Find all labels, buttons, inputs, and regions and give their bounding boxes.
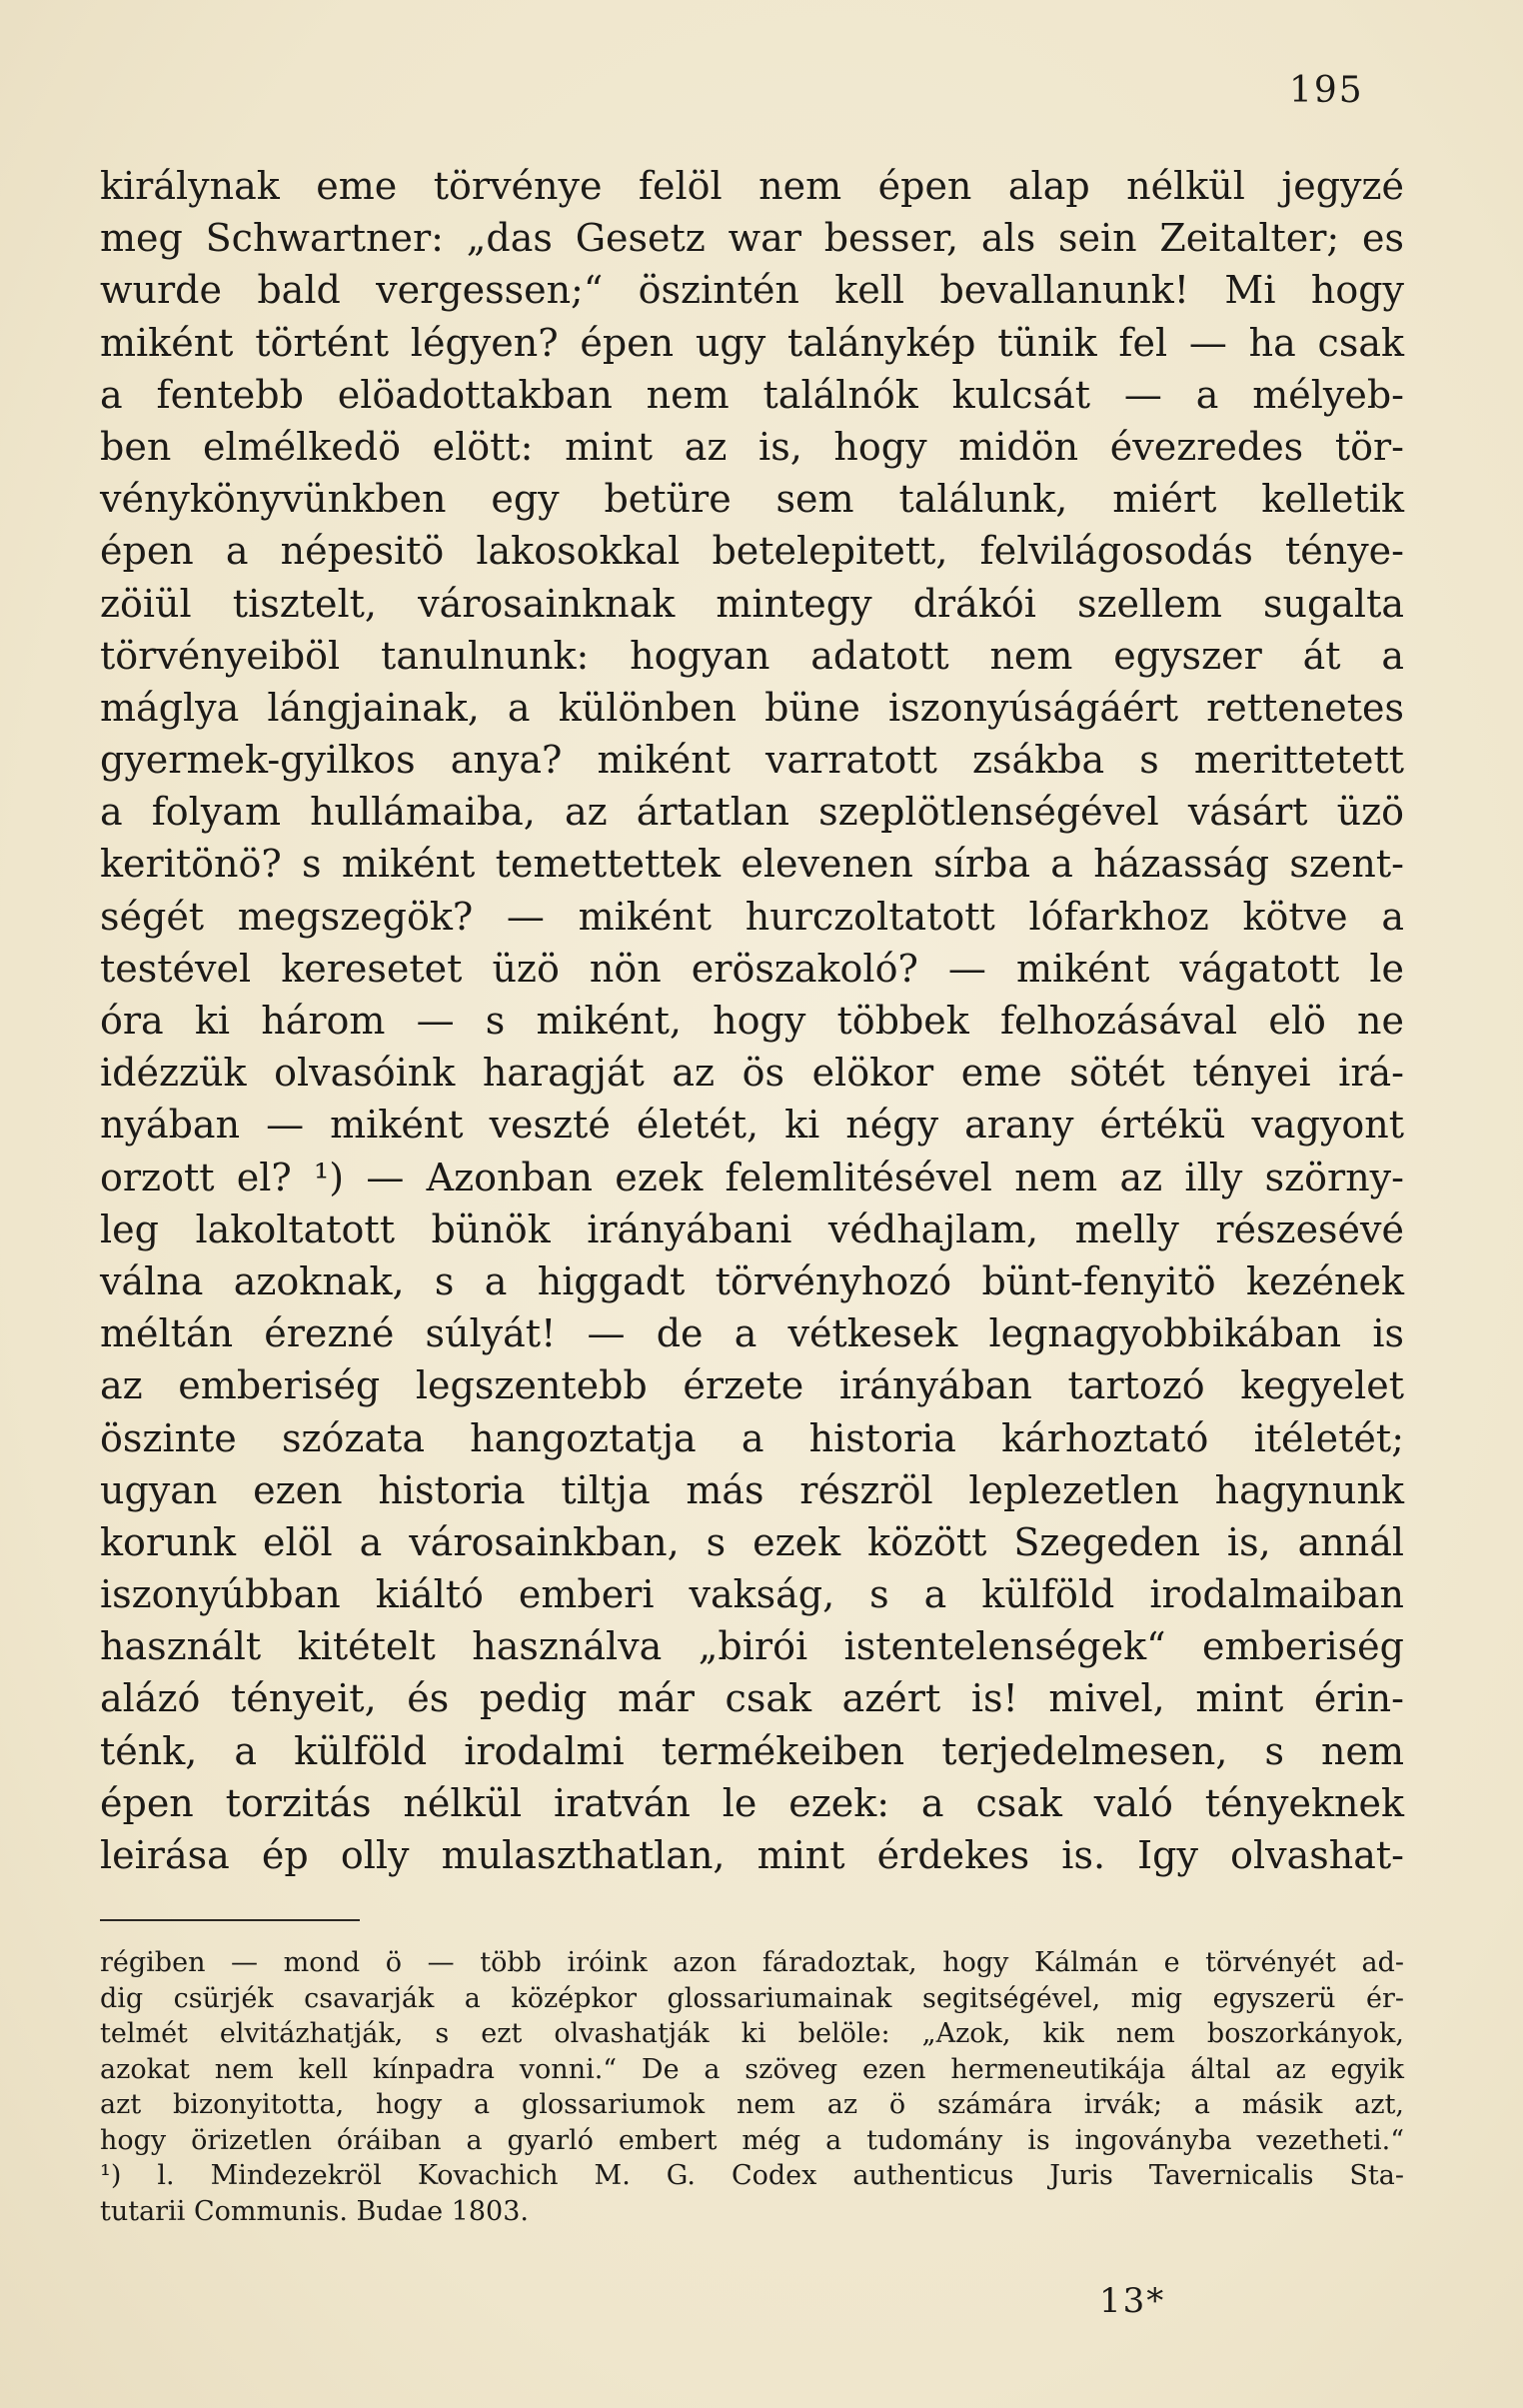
footnote-line: azokat nem kell kínpadra vonni.“ De a szöveg ezen hermeneutikája által az egyik xyxy=(100,2053,1404,2085)
body-line: a folyam hullámaiba, az ártatlan szeplötlenségével vásárt üzö xyxy=(100,790,1404,835)
body-line: ugyan ezen historia tiltja más részröl leplezetlen hagynunk xyxy=(100,1467,1404,1512)
footnote-line: régiben — mond ö — több iróink azon fáradoztak, hogy Kálmán e törvényét ad- xyxy=(100,1947,1404,1978)
body-line: wurde bald vergessen;“ öszintén kell bevallanunk! Mi hogy xyxy=(100,268,1404,313)
body-line: az emberiség legszentebb érzete irányában tartozó kegyelet xyxy=(100,1363,1404,1408)
body-line: törvényeiböl tanulnunk: hogyan adatott nem egyszer át a xyxy=(100,633,1404,678)
body-line: méltán érezné súlyát! — de a vétkesek legnagyobbikában is xyxy=(100,1311,1404,1356)
body-line: királynak eme törvénye felöl nem épen alap nélkül jegyzé xyxy=(100,164,1404,208)
footnote-line: hogy örizetlen óráiban a gyarló embert még a tudomány is ingoványba vezetheti.“ xyxy=(100,2124,1404,2156)
body-line: válna azoknak, s a higgadt törvényhozó bünt-fenyitö kezének xyxy=(100,1258,1404,1303)
footnote-line: dig csürjék csavarják a középkor glossariumainak segitségével, mig egyszerü ér- xyxy=(100,1982,1404,2014)
body-line: idézzük olvasóink haragját az ös elökor eme sötét tényei irá- xyxy=(100,1051,1404,1096)
body-line: óra ki három — s miként, hogy többek felhozásával elö ne xyxy=(100,999,1404,1043)
body-line: orzott el? ¹) — Azonban ezek felemlitésével nem az illy szörny- xyxy=(100,1155,1404,1200)
body-line: ténk, a külföld irodalmi termékeiben terjedelmesen, s nem xyxy=(100,1728,1404,1773)
body-line: keritönö? s miként temettettek elevenen sírba a házasság szent- xyxy=(100,842,1404,887)
body-line: leg lakoltatott bünök irányábani védhajlam, melly részesévé xyxy=(100,1206,1404,1251)
body-line: épen a népesitö lakosokkal betelepitett, felvilágosodás ténye- xyxy=(100,529,1404,574)
body-text xyxy=(100,160,1404,1881)
body-line: vénykönyvünkben egy betüre sem találunk, miért kelletik xyxy=(100,477,1404,522)
page-number: 195 xyxy=(1289,70,1364,111)
body-line: testével keresetet üzö nön eröszakoló? — miként vágatott le xyxy=(100,946,1404,991)
body-line: iszonyúbban kiáltó emberi vakság, s a külföld irodalmaiban xyxy=(100,1572,1404,1617)
body-line: máglya lángjainak, a különben büne iszonyúságáért rettenetes xyxy=(100,685,1404,730)
body-line: épen torzitás nélkül iratván le ezek: a csak való tényeknek xyxy=(100,1780,1404,1825)
body-line: alázó tényeit, és pedig már csak azért is! mivel, mint érin- xyxy=(100,1676,1404,1721)
body-line: leirása ép olly mulaszthatlan, mint érdekes is. Igy olvashat- xyxy=(100,1833,1404,1877)
body-line: nyában — miként veszté életét, ki négy arany értékü vagyont xyxy=(100,1103,1404,1148)
footnote-line: azt bizonyitotta, hogy a glossariumok nem az ö számára irvák; a másik azt, xyxy=(100,2089,1404,2120)
footnote-line: ¹) l. Mindezekröl Kovachich M. G. Codex authenticus Juris Tavernicalis Sta- xyxy=(100,2160,1404,2191)
body-line: ben elmélkedö elött: mint az is, hogy midön évezredes tör- xyxy=(100,424,1404,469)
signature-mark: 13* xyxy=(1099,2281,1166,2321)
body-line: öszinte szózata hangoztatja a historia kárhoztató itéletét; xyxy=(100,1415,1404,1460)
footnotes xyxy=(100,1945,1404,2229)
footnote-divider xyxy=(100,1919,360,1921)
body-line: a fentebb elöadottakban nem találnók kulcsát — a mélyeb- xyxy=(100,372,1404,417)
body-line: korunk elöl a városainkban, s ezek között Szegeden is, annál xyxy=(100,1519,1404,1564)
footnote-line: telmét elvitázhatják, s ezt olvashatják ki belöle: „Azok, kik nem boszorkányok, xyxy=(100,2018,1404,2049)
footnote-line: tutarii Communis. Budae 1803. xyxy=(100,2195,529,2227)
body-line: miként történt légyen? épen ugy talánykép tünik fel — ha csak xyxy=(100,320,1404,365)
body-line: gyermek-gyilkos anya? miként varratott zsákba s merittetett xyxy=(100,738,1404,783)
body-line: használt kitételt használva „birói istentelenségek“ emberiség xyxy=(100,1624,1404,1669)
body-line: meg Schwartner: „das Gesetz war besser, als sein Zeitalter; es xyxy=(100,216,1404,261)
body-line: ségét megszegök? — miként hurczoltatott lófarkhoz kötve a xyxy=(100,894,1404,939)
body-line: zöiül tisztelt, városainknak mintegy drákói szellem sugalta xyxy=(100,581,1404,626)
